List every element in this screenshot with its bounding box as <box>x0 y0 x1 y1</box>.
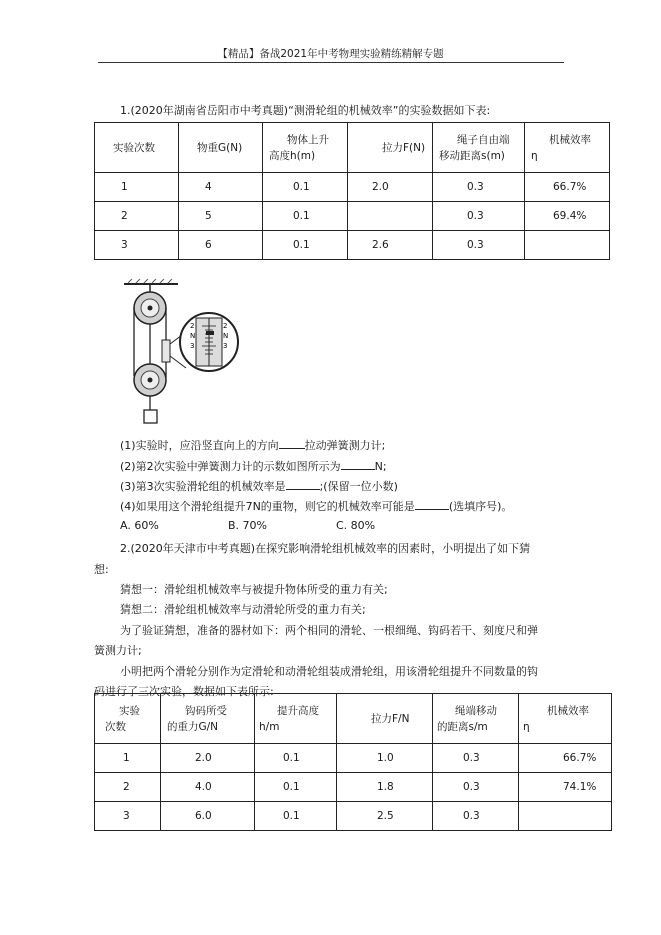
q1-header-force: 拉力F(N) <box>348 123 433 173</box>
q1-cell-blank <box>525 231 610 260</box>
pulley-figure <box>122 278 240 430</box>
q2-cell: 2.0 <box>161 744 255 773</box>
table-row <box>95 202 610 231</box>
q1-cell: 0.1 <box>263 231 348 260</box>
q1-header-height: 物体上升 高度h(m) <box>263 123 348 173</box>
pulley-diagram-svg <box>122 278 240 430</box>
q2-cell: 0.1 <box>255 773 337 802</box>
q1-cell-blank <box>348 202 433 231</box>
answer-blank <box>279 437 305 449</box>
q1-header-efficiency: 机械效率 η <box>525 123 610 173</box>
q2-line6: 簧测力计; <box>94 644 142 657</box>
q2-header-weight: 钩码所受 的重力G/N <box>161 694 255 744</box>
q1-cell: 2 <box>95 202 179 231</box>
q2-header-height: 提升高度 h/m <box>255 694 337 744</box>
q1-cell: 0.1 <box>263 202 348 231</box>
q2-cell: 2 <box>95 773 161 802</box>
q1-cell: 0.1 <box>263 173 348 202</box>
q1-option-c: C. 80% <box>336 519 376 532</box>
q1-table-header-row <box>95 123 610 173</box>
q2-cell: 3 <box>95 802 161 831</box>
scale-label-right-3: 3 <box>223 342 228 350</box>
scale-label-right-n: N <box>223 332 229 340</box>
q1-cell: 1 <box>95 173 179 202</box>
q1-cell: 4 <box>179 173 263 202</box>
q1-cell: 2.6 <box>348 231 433 260</box>
answer-blank <box>415 498 449 510</box>
q2-header-force: 拉力F/N <box>337 694 433 744</box>
q2-table <box>94 693 612 831</box>
scale-label-left-n: N <box>190 332 196 340</box>
q2-cell: 0.3 <box>433 744 519 773</box>
q2-cell: 1 <box>95 744 161 773</box>
q2-cell: 0.1 <box>255 802 337 831</box>
q1-cell: 3 <box>95 231 179 260</box>
table-row <box>95 744 612 773</box>
q2-guess2: 猜想二：滑轮组机械效率与动滑轮所受的重力有关; <box>120 603 366 616</box>
q1-sub1: (1)实验时，应沿竖直向上的方向 拉动弹簧测力计; <box>120 439 386 452</box>
q1-cell: 69.4% <box>525 202 610 231</box>
q2-line1: 2.(2020年天津市中考真题)在探究影响滑轮组机械效率的因素时，小明提出了如下猜 <box>120 542 531 555</box>
q2-cell: 1.8 <box>337 773 433 802</box>
q1-header-distance: 绳子自由端 移动距离s(m) <box>433 123 525 173</box>
q2-cell: 2.5 <box>337 802 433 831</box>
answer-blank <box>286 478 320 490</box>
q1-cell: 5 <box>179 202 263 231</box>
scale-label-left-3: 3 <box>190 342 195 350</box>
answer-blank <box>341 458 375 470</box>
q2-cell: 0.3 <box>433 802 519 831</box>
q1-sub4: (4)如果用这个滑轮组提升7N的重物，则它的机械效率可能是 (选填序号)。 <box>120 500 513 513</box>
scale-label-right-2: 2 <box>223 322 228 330</box>
q1-cell: 0.3 <box>433 231 525 260</box>
q2-cell: 6.0 <box>161 802 255 831</box>
table-row <box>95 231 610 260</box>
q2-line5: 为了验证猜想，准备的器材如下：两个相同的滑轮、一根细绳、钩码若干、刻度尺和弹 <box>120 624 538 637</box>
q2-guess1: 猜想一：滑轮组机械效率与被提升物体所受的重力有关; <box>120 583 388 596</box>
q1-cell: 66.7% <box>525 173 610 202</box>
q1-option-a: A. 60% <box>120 519 159 532</box>
q1-cell: 0.3 <box>433 173 525 202</box>
page-header: 【精品】备战2021年中考物理实验精练精解专题 <box>217 48 444 60</box>
q2-cell: 1.0 <box>337 744 433 773</box>
q2-header-efficiency: 机械效率 η <box>519 694 612 744</box>
q2-header-distance: 绳端移动 的距离s/m <box>433 694 519 744</box>
q1-cell: 2.0 <box>348 173 433 202</box>
q1-table <box>94 122 610 260</box>
q2-cell: 0.1 <box>255 744 337 773</box>
q1-header-weight: 物重G(N) <box>179 123 263 173</box>
q1-sub3: (3)第3次实验滑轮组的机械效率是 ;(保留一位小数) <box>120 480 398 493</box>
q1-option-b: B. 70% <box>228 519 267 532</box>
q2-table-header-row <box>95 694 612 744</box>
scale-label-left-2: 2 <box>190 322 195 330</box>
q2-line2: 想: <box>94 563 109 576</box>
q2-line7: 小明把两个滑轮分别作为定滑轮和动滑轮组装成滑轮组，用该滑轮组提升不同数量的钩 <box>120 665 538 678</box>
q2-cell-blank <box>519 802 612 831</box>
q2-cell: 4.0 <box>161 773 255 802</box>
header-divider <box>98 62 564 63</box>
table-row <box>95 773 612 802</box>
q2-line8: 码进行了三次实验，数据如下表所示: <box>94 685 274 698</box>
q2-cell: 0.3 <box>433 773 519 802</box>
q2-cell: 74.1% <box>519 773 612 802</box>
q1-header-trial: 实验次数 <box>95 123 179 173</box>
table-row <box>95 173 610 202</box>
q1-cell: 0.3 <box>433 202 525 231</box>
q2-cell: 66.7% <box>519 744 612 773</box>
q1-cell: 6 <box>179 231 263 260</box>
q1-intro: 1.(2020年湖南省岳阳市中考真题)“测滑轮组的机械效率”的实验数据如下表: <box>120 104 491 117</box>
q1-sub2: (2)第2次实验中弹簧测力计的示数如图所示为 N; <box>120 460 387 473</box>
table-row <box>95 802 612 831</box>
q2-header-trial: 实验 次数 <box>95 694 161 744</box>
